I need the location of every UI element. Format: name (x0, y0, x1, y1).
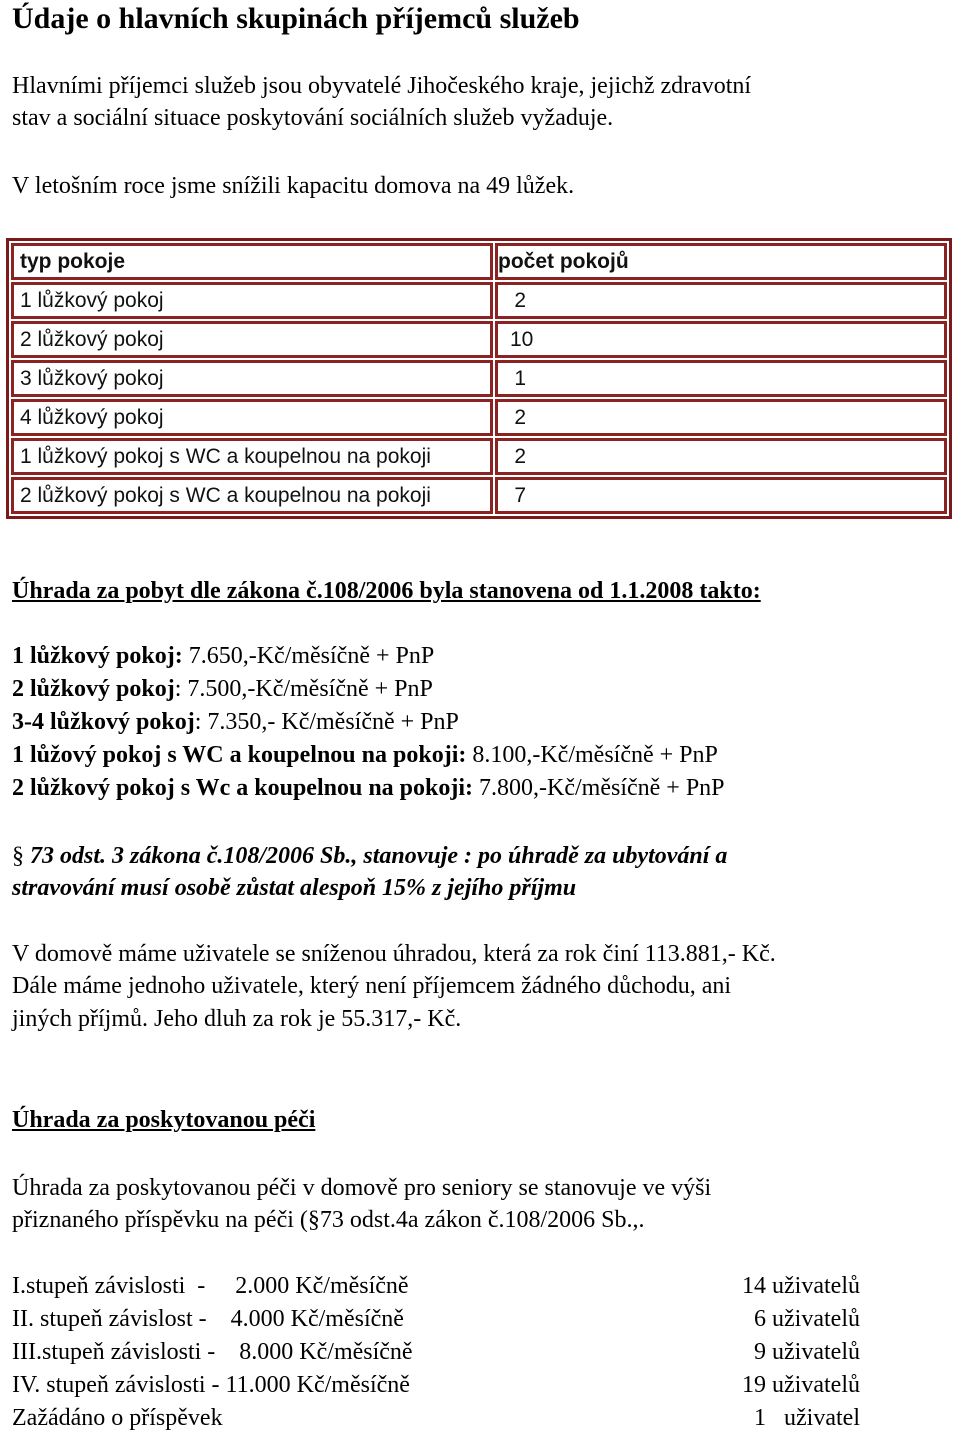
table-header-row (11, 243, 947, 280)
fee-line (12, 772, 725, 804)
table-row (11, 438, 947, 475)
level-label: II. stupeň závislost - 4.000 Kč/měsíčně (12, 1306, 404, 1332)
room-count: 2 (495, 399, 947, 436)
table-row (11, 477, 947, 514)
law-note-line-1 (12, 840, 727, 872)
table-row (11, 399, 947, 436)
fee-price: : 7.500,-Kč/měsíčně + PnP (174, 676, 433, 702)
fee-line (12, 673, 433, 705)
fee-line (12, 640, 434, 672)
header-room-count: počet pokojů (495, 243, 947, 280)
room-count: 7 (495, 477, 947, 514)
care-line-2: přiznaného příspěvku na péči (§73 odst.4a zákon č.108/2006 Sb.,. (12, 1207, 645, 1233)
intro-line-2: stav a sociální situace poskytování sociálních služeb vyžaduje. (12, 105, 614, 131)
fee-line (12, 706, 459, 738)
room-count: 10 (495, 321, 947, 358)
table-row (11, 282, 947, 319)
level-label: I.stupeň závislosti - 2.000 Kč/měsíčně (12, 1273, 409, 1299)
room-type: 3 lůžkový pokoj (11, 360, 493, 397)
reduced-line-1: V domově máme uživatele se sníženou úhradou, která za rok činí 113.881,- Kč. (12, 941, 776, 967)
law-text: , stanovuje : po úhradě za ubytování a (351, 843, 728, 869)
table-row (11, 360, 947, 397)
care-heading: Úhrada za poskytovanou péči (12, 1107, 316, 1133)
rooms-table (6, 238, 952, 519)
fee-price: 8.100,-Kč/měsíčně + PnP (466, 742, 718, 768)
room-count: 1 (495, 360, 947, 397)
room-type: 2 lůžkový pokoj (11, 321, 493, 358)
fee-label: 1 lůžový pokoj s WC a koupelnou na pokoji: (12, 742, 467, 768)
room-count: 2 (495, 438, 947, 475)
header-room-type: typ pokoje (11, 243, 493, 280)
care-line-1: Úhrada za poskytovanou péči v domově pro seniory se stanovuje ve výši (12, 1175, 712, 1201)
level-users: 6 uživatelů (754, 1306, 860, 1332)
room-type: 4 lůžkový pokoj (11, 399, 493, 436)
level-users: 9 uživatelů (754, 1339, 860, 1365)
section-symbol: § (12, 843, 24, 869)
payment-heading: Úhrada za pobyt dle zákona č.108/2006 byla stanovena od 1.1.2008 takto: (12, 578, 761, 604)
reduced-line-3: jiných příjmů. Jeho dluh za rok je 55.317,- Kč. (12, 1006, 462, 1032)
fee-label: 1 lůžkový pokoj: (12, 643, 183, 669)
level-label: III.stupeň závislosti - 8.000 Kč/měsíčně (12, 1339, 413, 1365)
level-users: 14 uživatelů (742, 1273, 860, 1299)
room-type: 2 lůžkový pokoj s WC a koupelnou na pokoji (11, 477, 493, 514)
capacity-text: V letošním roce jsme snížili kapacitu domova na 49 lůžek. (12, 173, 575, 199)
fee-label: 2 lůžkový pokoj (12, 676, 175, 702)
law-reference: 73 odst. 3 zákona č.108/2006 Sb. (24, 843, 352, 869)
page-title: Údaje o hlavních skupinách příjemců služeb (12, 2, 580, 35)
fee-price: : 7.350,- Kč/měsíčně + PnP (194, 709, 459, 735)
level-users: 1 uživatel (754, 1405, 860, 1431)
level-label: Zažádáno o příspěvek (12, 1405, 223, 1431)
fee-price: 7.650,-Kč/měsíčně + PnP (182, 643, 435, 669)
level-label: IV. stupeň závislosti - 11.000 Kč/měsíčně (12, 1372, 410, 1398)
fee-price: 7.800,-Kč/měsíčně + PnP (473, 775, 725, 801)
fee-label: 2 lůžkový pokoj s Wc a koupelnou na pokoji: (12, 775, 474, 801)
intro-line-1: Hlavními příjemci služeb jsou obyvatelé Jihočeského kraje, jejichž zdravotní (12, 73, 752, 99)
fee-line (12, 739, 718, 771)
table-row (11, 321, 947, 358)
room-type: 1 lůžkový pokoj (11, 282, 493, 319)
level-users: 19 uživatelů (742, 1372, 860, 1398)
room-type: 1 lůžkový pokoj s WC a koupelnou na pokoji (11, 438, 493, 475)
law-note-line-2: stravování musí osobě zůstat alespoň 15% z jejího příjmu (12, 875, 577, 901)
room-count: 2 (495, 282, 947, 319)
fee-label: 3-4 lůžkový pokoj (12, 709, 195, 735)
reduced-line-2: Dále máme jednoho uživatele, který není příjemcem žádného důchodu, ani (12, 973, 732, 999)
